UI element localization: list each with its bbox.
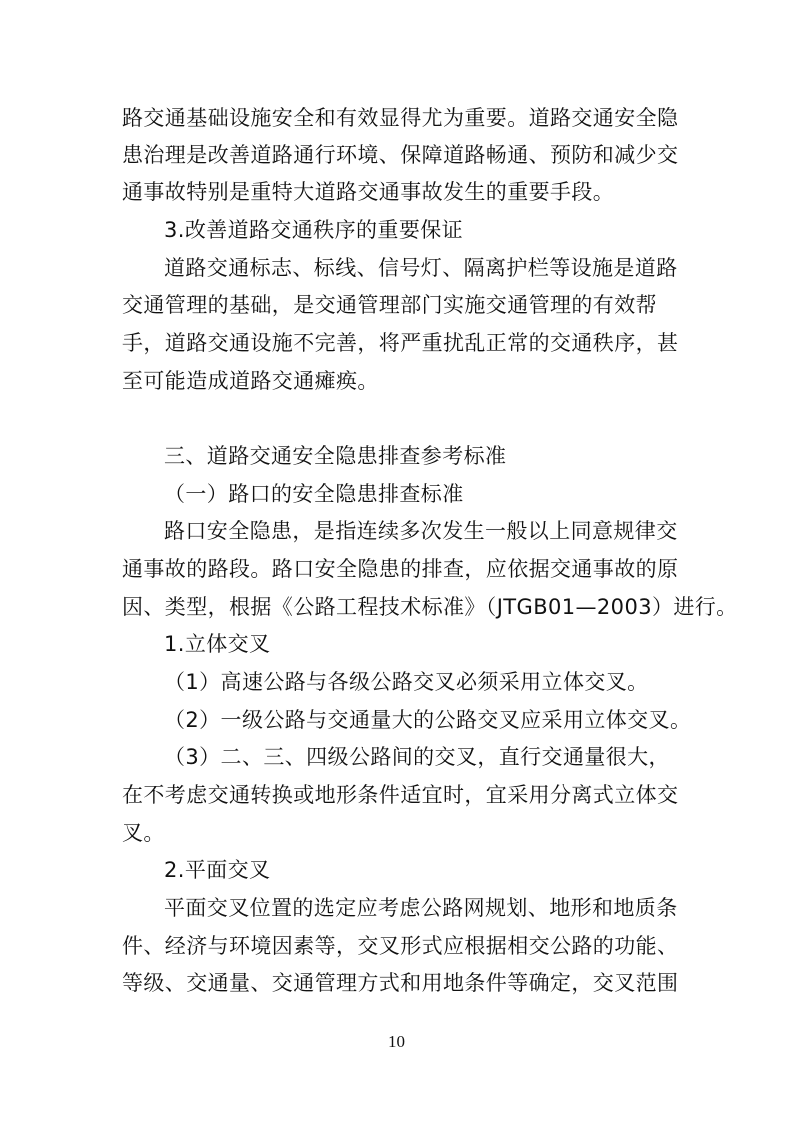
section-heading: 2.平面交叉 xyxy=(164,858,271,882)
chapter-heading: 三、道路交通安全隐患排查参考标准 xyxy=(164,444,507,468)
section-heading: 3.改善道路交通秩序的重要保证 xyxy=(164,218,464,242)
list-item: （2）一级公路与交通量大的公路交叉应采用立体交叉。 xyxy=(164,708,692,732)
paragraph-line: 交通管理的基础，是交通管理部门实施交通管理的有效帮 xyxy=(122,293,657,317)
paragraph-line: 手，道路交通设施不完善，将严重扰乱正常的交通秩序，甚 xyxy=(122,331,679,355)
subsection-heading: （一）路口的安全隐患排查标准 xyxy=(164,482,464,506)
paragraph-line: 患治理是改善道路通行环境、保障道路畅通、预防和减少交 xyxy=(122,143,679,167)
paragraph-line: 路口安全隐患，是指连续多次发生一般以上同意规律交 xyxy=(164,519,678,543)
paragraph-line: 因、类型，根据《公路工程技术标准》（JTGB01—2003）进行。 xyxy=(122,595,738,619)
paragraph-line: 至可能造成道路交通瘫痪。 xyxy=(122,369,379,393)
paragraph-line: 通事故的路段。路口安全隐患的排查，应依据交通事故的原 xyxy=(122,557,679,581)
paragraph-line: 叉。 xyxy=(122,821,165,845)
list-item: （1）高速公路与各级公路交叉必须采用立体交叉。 xyxy=(164,670,649,694)
paragraph-line: 路交通基础设施安全和有效显得尤为重要。道路交通安全隐 xyxy=(122,106,679,130)
section-heading: 1.立体交叉 xyxy=(164,632,271,656)
paragraph-line: 等级、交通量、交通管理方式和用地条件等确定，交叉范围 xyxy=(122,971,679,995)
paragraph-line: 通事故特别是重特大道路交通事故发生的重要手段。 xyxy=(122,180,615,204)
paragraph-line: 道路交通标志、标线、信号灯、隔离护栏等设施是道路 xyxy=(164,256,678,280)
paragraph-line: 在不考虑交通转换或地形条件适宜时，宜采用分离式立体交 xyxy=(122,783,679,807)
page-number: 10 xyxy=(388,1032,405,1051)
list-item: （3）二、三、四级公路间的交叉，直行交通量很大， xyxy=(164,745,670,769)
paragraph-line: 平面交叉位置的选定应考虑公路网规划、地形和地质条 xyxy=(164,896,678,920)
paragraph-line: 件、经济与环境因素等，交叉形式应根据相交公路的功能、 xyxy=(122,934,679,958)
